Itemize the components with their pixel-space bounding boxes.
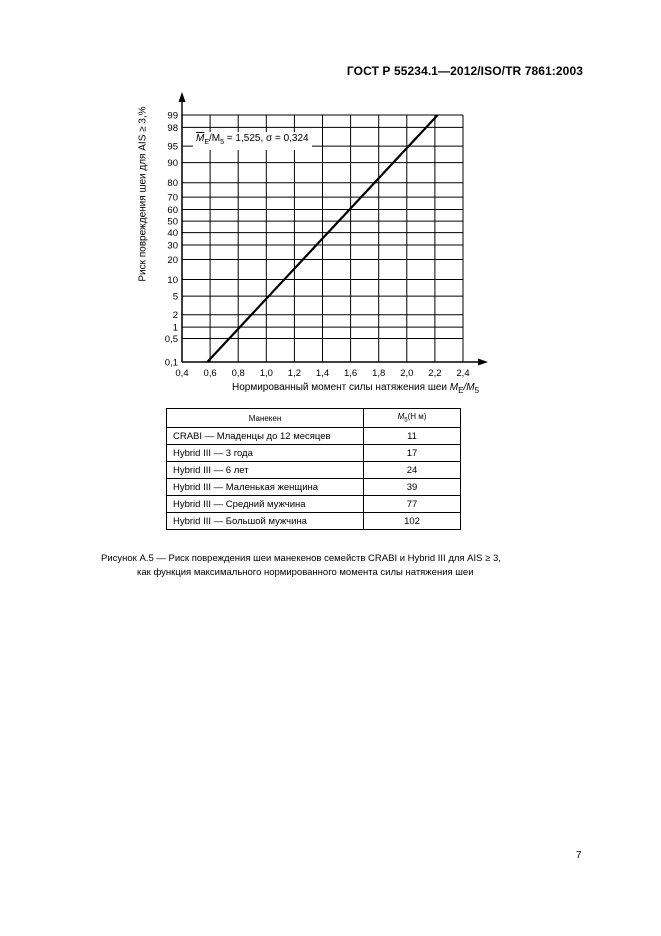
x-tick-label: 0,4 (175, 368, 189, 379)
y-tick-labels (165, 111, 178, 369)
x-tick-label: 2,2 (428, 368, 442, 379)
y-tick-label: 90 (167, 158, 178, 170)
x-tick-label: 1,6 (343, 368, 358, 379)
y-tick-label: 70 (167, 192, 178, 204)
table-cell-value: 24 (364, 462, 461, 479)
document-header: ГОСТ Р 55234.1—2012/ISO/TR 7861:2003 (346, 64, 583, 78)
table-header-row (167, 409, 461, 428)
x-tick-label: 0,8 (231, 368, 245, 379)
risk-chart (0, 0, 661, 420)
table-cell-dummy: Hybrid III — Маленькая женщина (167, 479, 364, 496)
y-tick-label: 2 (172, 310, 178, 322)
x-tick-label: 0,6 (203, 368, 217, 379)
table-header-m5: $M_5(Н$ м) (364, 409, 461, 428)
x-tick-label: 2,0 (400, 368, 414, 379)
x-axis-title: Нормированный момент силы натяжения шеи $M_E/M_5$ (232, 382, 480, 395)
table-cell-value: 102 (364, 513, 461, 530)
y-tick-label: 40 (167, 228, 178, 240)
table-cell-value: 17 (364, 445, 461, 462)
y-tick-label: 95 (167, 141, 178, 153)
y-tick-label: 5 (172, 291, 178, 303)
x-tick-label: 1,8 (372, 368, 386, 379)
y-tick-label: 50 (167, 216, 178, 228)
x-tick-labels (175, 368, 469, 379)
table-cell-value: 77 (364, 496, 461, 513)
table-cell-dummy: Hybrid III — Средний мужчина (167, 496, 364, 513)
table-cell-dummy: Hybrid III — 3 года (167, 445, 364, 462)
figure-caption (101, 552, 501, 580)
table-cell-value: 11 (364, 428, 461, 445)
x-tick-label: 1,2 (287, 368, 302, 379)
table-cell-dummy: CRABI — Младенцы до 12 месяцев (167, 428, 364, 445)
table-header-dummy: Манекен (167, 409, 364, 428)
caption-line-2: как функция максимального нормированного момента силы натяжения шеи (137, 567, 474, 578)
x-tick-label: 1,4 (315, 368, 330, 379)
y-axis-title: Риск повреждения шеи для AIS ≥ 3,% (137, 106, 149, 282)
y-tick-label: 60 (167, 205, 178, 217)
x-tick-label: 1,0 (259, 368, 273, 379)
y-tick-label: 10 (167, 275, 178, 287)
table-cell-dummy: Hybrid III — Большой мужчина (167, 513, 364, 530)
chart-annotation: $\overline{M}_E/M_5 = 1,525$, σ = 0,324 (193, 132, 312, 150)
table-row (167, 496, 461, 513)
y-tick-label: 80 (167, 178, 178, 190)
x-axis-arrow (478, 359, 488, 366)
y-tick-label: 1 (172, 322, 178, 334)
y-tick-label: 0,5 (164, 334, 178, 346)
table-row (167, 513, 461, 530)
caption-line-1: Рисунок А.5 — Риск повреждения шеи манекенов семейств CRABI и Hybrid III для AIS ≥ 3, (101, 553, 501, 564)
table-row (167, 479, 461, 496)
dummy-table (166, 408, 461, 530)
y-tick-label: 20 (167, 254, 178, 266)
y-tick-label: 0,1 (164, 357, 178, 369)
x-tick-label: 2,4 (456, 368, 470, 379)
y-tick-label: 98 (167, 122, 178, 134)
table-row (167, 428, 461, 445)
y-tick-label: 99 (167, 110, 178, 122)
table-cell-dummy: Hybrid III — 6 лет (167, 462, 364, 479)
y-axis-arrow (179, 92, 186, 102)
y-tick-label: 30 (167, 240, 178, 252)
table-row (167, 462, 461, 479)
table-row (167, 445, 461, 462)
page-number: 7 (576, 850, 582, 861)
table-cell-value: 39 (364, 479, 461, 496)
